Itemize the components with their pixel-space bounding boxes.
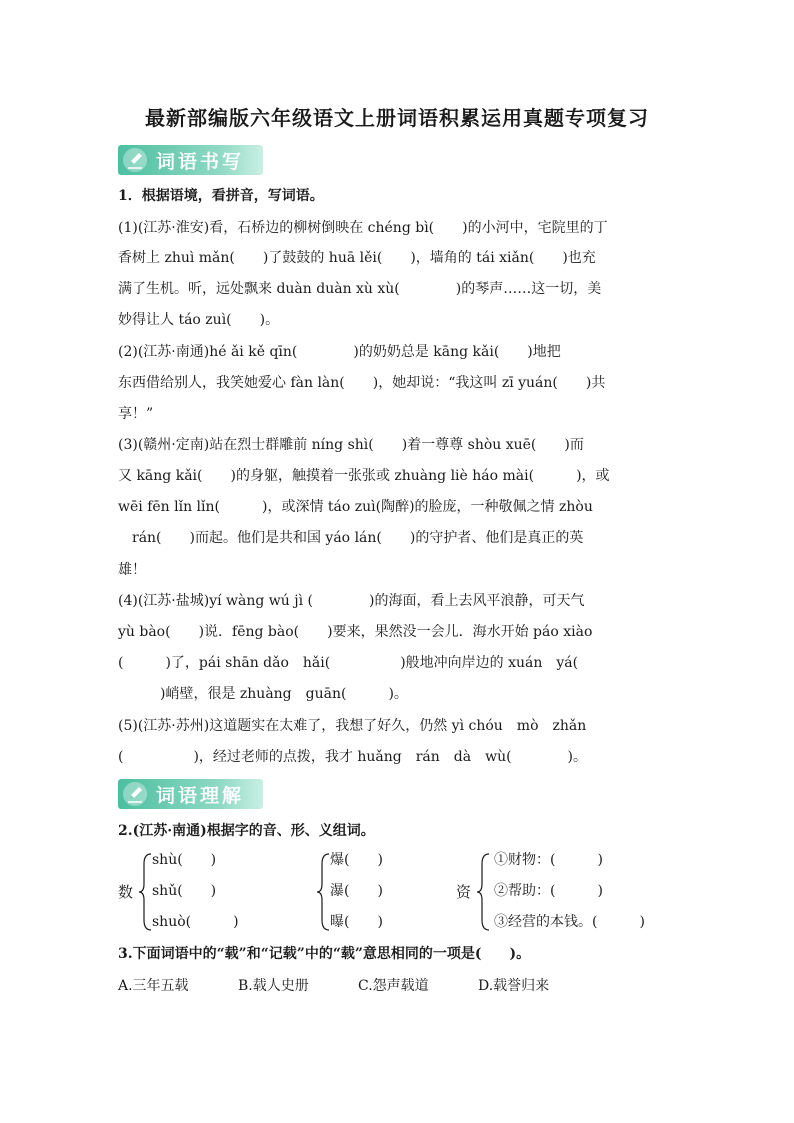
brace-icon — [316, 852, 330, 932]
text-line: yù bào( )说．fēng bào( )要来，果然没一会儿．海水开始 páo xiào — [118, 624, 593, 640]
section-title: 词语书写 — [156, 150, 245, 173]
option-d: D.载誉归来 — [478, 978, 550, 994]
question-1-heading: 1．根据语境，看拼音，写词语。 — [118, 188, 324, 204]
group-item: shǔ( ) — [152, 883, 217, 899]
text-line: rán( )而起。他们是共和国 yáo lán( )的守护者、他们是真正的英 — [118, 530, 584, 546]
group-item: ①财物：( ) — [494, 852, 603, 868]
text-line: 妙得让人 táo zuì( )。 — [118, 312, 280, 328]
group-item: 瀑( ) — [330, 883, 383, 899]
text-line: (1)(江苏·淮安)看，石桥边的柳树倒映在 chéng bì( )的小河中，宅院里的丁 — [118, 220, 608, 236]
option-a: A.三年五载 — [118, 978, 189, 994]
page-title: 最新部编版六年级语文上册词语积累运用真题专项复习 — [145, 106, 649, 130]
group-item: ②帮助：( ) — [494, 883, 603, 899]
group-item: shuò( ) — [152, 914, 239, 930]
question-3-heading: 3.下面词语中的“载”和“记载”中的“载”意思相同的一项是( )。 — [118, 946, 531, 962]
section-banner-writing — [118, 145, 263, 175]
text-line: 享！” — [118, 406, 154, 422]
section-banner-understanding — [118, 779, 263, 809]
group-item: 曝( ) — [330, 914, 383, 930]
text-line: 又 kāng kǎi( )的身躯，触摸着一张张或 zhuàng liè háo mài( )，或 — [118, 468, 610, 484]
group-item: shù( ) — [152, 852, 217, 868]
option-b: B.载人史册 — [238, 978, 309, 994]
pencil-icon — [122, 147, 148, 173]
text-line: 雄！ — [118, 562, 146, 578]
text-line: wēi fēn lǐn lǐn( )，或深情 táo zuì(陶醉)的脸庞，一种敬佩之情 zhòu — [118, 499, 593, 515]
question-2-heading: 2.(江苏·南通)根据字的音、形、义组词。 — [118, 823, 375, 839]
brace-icon — [476, 852, 490, 932]
text-line: 香树上 zhuì mǎn( )了鼓鼓的 huā lěi( )，墙角的 tái xiǎn( )也充 — [118, 250, 596, 266]
text-line: (2)(江苏·南通)hé ǎi kě qīn( )的奶奶总是 kāng kǎi( )地把 — [118, 344, 561, 360]
text-line: (5)(江苏·苏州)这道题实在太难了，我想了好久，仍然 yì chóu mò zhǎn — [118, 718, 587, 734]
text-line: 满了生机。听，远处飘来 duàn duàn xù xù( )的琴声……这一切，美 — [118, 281, 602, 297]
group-item: 爆( ) — [330, 852, 383, 868]
text-line: 东西借给别人，我笑她爱心 fàn làn( )，她却说：“我这叫 zī yuán( )共 — [118, 375, 606, 391]
char-zi: 资 — [456, 883, 472, 901]
text-line: (4)(江苏·盐城)yí wàng wú jì ( )的海面，看上去风平浪静，可天气 — [118, 593, 585, 609]
text-line: )峭壁，很是 zhuàng guān( )。 — [118, 686, 408, 702]
text-line: (3)(赣州·定南)站在烈士群雕前 níng shì( )着一尊尊 shòu xuē( )而 — [118, 437, 584, 453]
text-line: ( )了，pái shān dǎo hǎi( )般地冲向岸边的 xuán yá( — [118, 655, 579, 671]
brace-icon — [138, 852, 152, 932]
section-title: 词语理解 — [156, 784, 245, 807]
group-item: ③经营的本钱。( ) — [494, 914, 645, 930]
char-shu: 数 — [118, 883, 134, 901]
pencil-icon — [122, 781, 148, 807]
option-c: C.怨声载道 — [358, 978, 429, 994]
text-line: ( )，经过老师的点拨，我才 huǎng rán dà wù( )。 — [118, 749, 588, 765]
